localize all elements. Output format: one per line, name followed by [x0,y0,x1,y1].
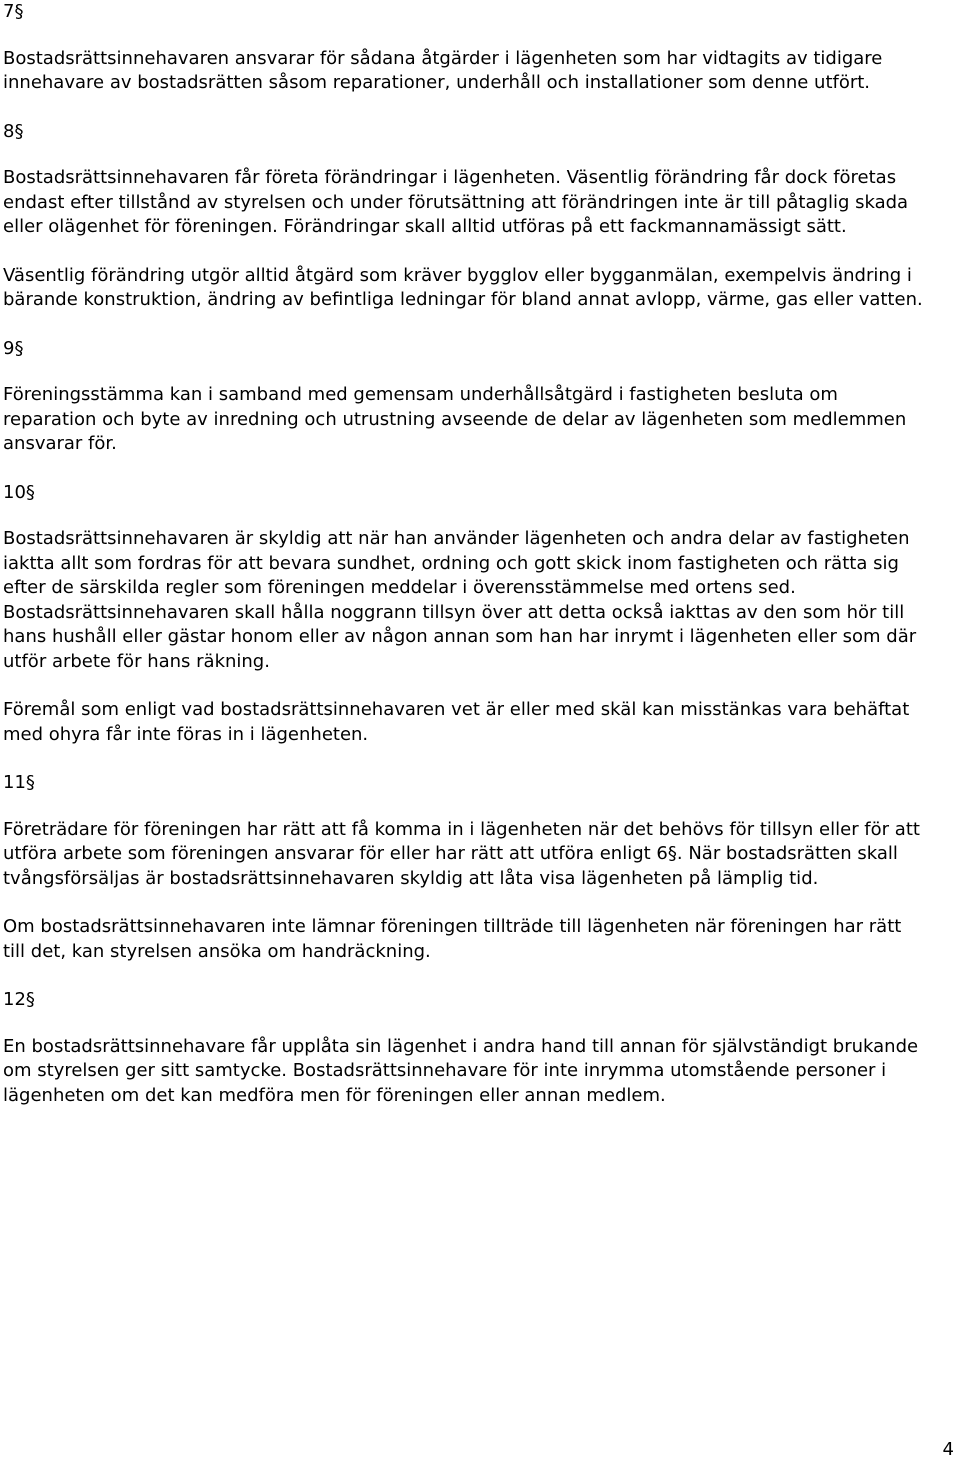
section-heading: 8§ [3,120,24,142]
paragraph: En bostadsrättsinnehavare får upplåta sin lägenhet i andra hand till annan för självständigt brukande om styrelsen ger sitt samtycke. Bostadsrättsinnehavare för inte inrymma utomstående personer i lägenheten om det kan medföra men för föreningen eller annan medlem. [3,1035,919,1106]
section-heading: 9§ [3,337,24,359]
paragraph: Bostadsrättsinnehavaren får företa förändringar i lägenheten. Väsentlig förändring får dock företas endast efter tillstånd av styrelsen och under förutsättning att förändringen inte är till påtaglig skada eller olägenhet för föreningen. Förändringar skall alltid utföras på ett fackmannamässigt sätt. [3,167,909,237]
section-heading: 11§ [3,772,35,793]
paragraph: Föremål som enligt vad bostadsrättsinnehavaren vet är eller med skäl kan misstänkas vara behäftat med ohyra får inte föras in i lägenheten. [3,699,910,745]
page-number: 4 [942,1439,954,1460]
paragraph: Bostadsrättsinnehavaren är skyldig att när han använder lägenheten och andra delar av fastigheten iaktta allt som fordras för att bevara sundhet, ordning och gott skick inom fastigheten och rätta sig efter de särskilda regler som föreningen meddelar i överensstämmelse med ortens sed. Bostadsrättsinnehavaren skall hålla noggrann tillsyn över att detta också iakttas av den som hör till hans hushåll eller gästar honom eller av någon annan som han har inrymt i lägenheten eller som där utför arbete för hans räkning. [3,528,917,672]
section-heading: 7§ [3,1,24,22]
paragraph: Företrädare för föreningen har rätt att få komma in i lägenheten när det behövs för tillsyn eller för att utföra arbete som föreningen ansvarar för eller har rätt att utföra enligt 6§. När bostadsrätten skall tvångsförsäljas är bostadsrättsinnehavaren skyldig att låta visa lägenheten på lämplig tid. [3,818,920,889]
paragraph: Om bostadsrättsinnehavaren inte lämnar föreningen tillträde till lägenheten när föreningen har rätt till det, kan styrelsen ansöka om handräckning. [3,916,902,962]
paragraph: Väsentlig förändring utgör alltid åtgärd som kräver bygglov eller bygganmälan, exempelvis ändring i bärande konstruktion, ändring av befintliga ledningar för bland annat avlopp, värme, gas eller vatten. [3,264,923,310]
paragraph: Föreningsstämma kan i samband med gemensam underhållsåtgärd i fastigheten besluta om reparation och byte av inredning och utrustning avseende de delar av lägenheten som medlemmen ansvarar för. [3,384,907,454]
document-page [3,0,923,1108]
paragraph: Bostadsrättsinnehavaren ansvarar för sådana åtgärder i lägenheten som har vidtagits av tidigare innehavare av bostadsrätten såsom reparationer, underhåll och installationer som denne utfört. [3,47,883,93]
section-heading: 12§ [3,989,35,1010]
section-heading: 10§ [3,481,35,503]
